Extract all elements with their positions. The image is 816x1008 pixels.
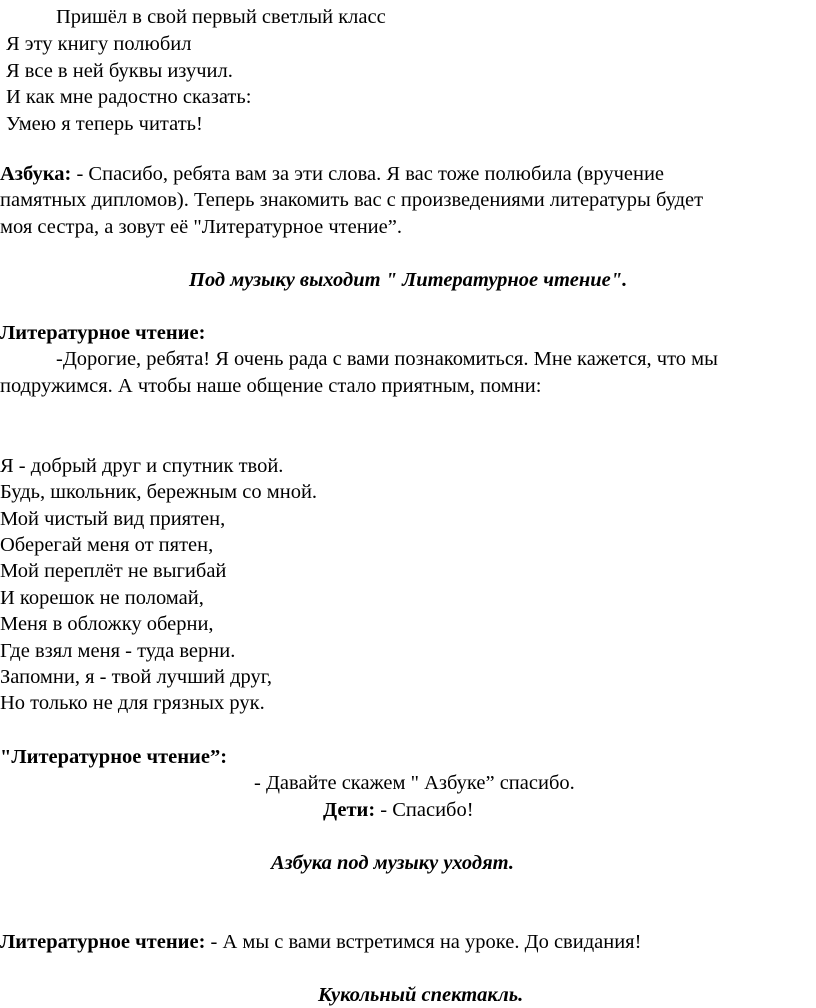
- poem1-line-2: Я эту книгу полюбил: [6, 33, 192, 55]
- poem2-line-2: Будь, школьник, бережным со мной.: [0, 481, 318, 503]
- children-line: [323, 797, 474, 823]
- poem2-line-3: Мой чистый вид приятен,: [0, 508, 226, 530]
- poem2-line-1: Я - добрый друг и спутник твой.: [0, 455, 284, 477]
- azbuka-speech-text-1: - Спасибо, ребята вам за эти слова. Я вас тоже полюбила (вручение: [71, 163, 665, 185]
- azbuka-speech-line-2: памятных дипломов). Теперь знакомить вас с произведениями литературы будет: [0, 189, 704, 211]
- poem2-line-7: Меня в обложку оберни,: [0, 613, 214, 635]
- lit-speech-line-1: -Дорогие, ребята! Я очень рада с вами познакомиться. Мне кажется, что мы: [56, 348, 718, 370]
- poem1-line-5: Умею я теперь читать!: [6, 113, 203, 135]
- poem1-line-4: И как мне радостно сказать:: [6, 86, 252, 108]
- azbuka-speech-line-3: моя сестра, а зовут её "Литературное чтение”.: [0, 216, 402, 238]
- azbuka-speaker: Азбука:: [0, 163, 72, 185]
- stage-direction-3: Кукольный спектакль.: [318, 984, 524, 1006]
- poem2-line-4: Оберегай меня от пятен,: [0, 534, 214, 556]
- azbuka-speech-line-1: [0, 161, 664, 187]
- poem1-line-1: Пришёл в свой первый светлый класс: [56, 6, 386, 28]
- lit-speaker-2: "Литературное чтение”:: [0, 746, 228, 768]
- stage-direction-1: Под музыку выходит " Литературное чтение".: [189, 269, 628, 291]
- lit-speech-3-line: [0, 929, 641, 955]
- poem2-line-6: И корешок не поломай,: [0, 587, 204, 609]
- lit-speech-2-line: - Давайте скажем " Азбуке” спасибо.: [254, 772, 575, 794]
- lit-speech-line-2: подружимся. А чтобы наше общение стало приятным, помни:: [0, 375, 542, 397]
- lit-speaker-3: Литературное чтение:: [0, 931, 206, 953]
- lit-speaker: Литературное чтение:: [0, 322, 206, 344]
- poem2-line-10: Но только не для грязных рук.: [0, 692, 265, 714]
- poem2-line-8: Где взял меня - туда верни.: [0, 640, 236, 662]
- stage-direction-2: Азбука под музыку уходят.: [271, 852, 514, 874]
- lit-speech-3-text: - А мы с вами встретимся на уроке. До свидания!: [205, 931, 642, 953]
- poem1-line-3: Я все в ней буквы изучил.: [6, 60, 233, 82]
- children-text: - Спасибо!: [375, 799, 474, 821]
- poem2-line-5: Мой переплёт не выгибай: [0, 560, 227, 582]
- poem2-line-9: Запомни, я - твой лучший друг,: [0, 666, 272, 688]
- children-speaker: Дети:: [323, 799, 376, 821]
